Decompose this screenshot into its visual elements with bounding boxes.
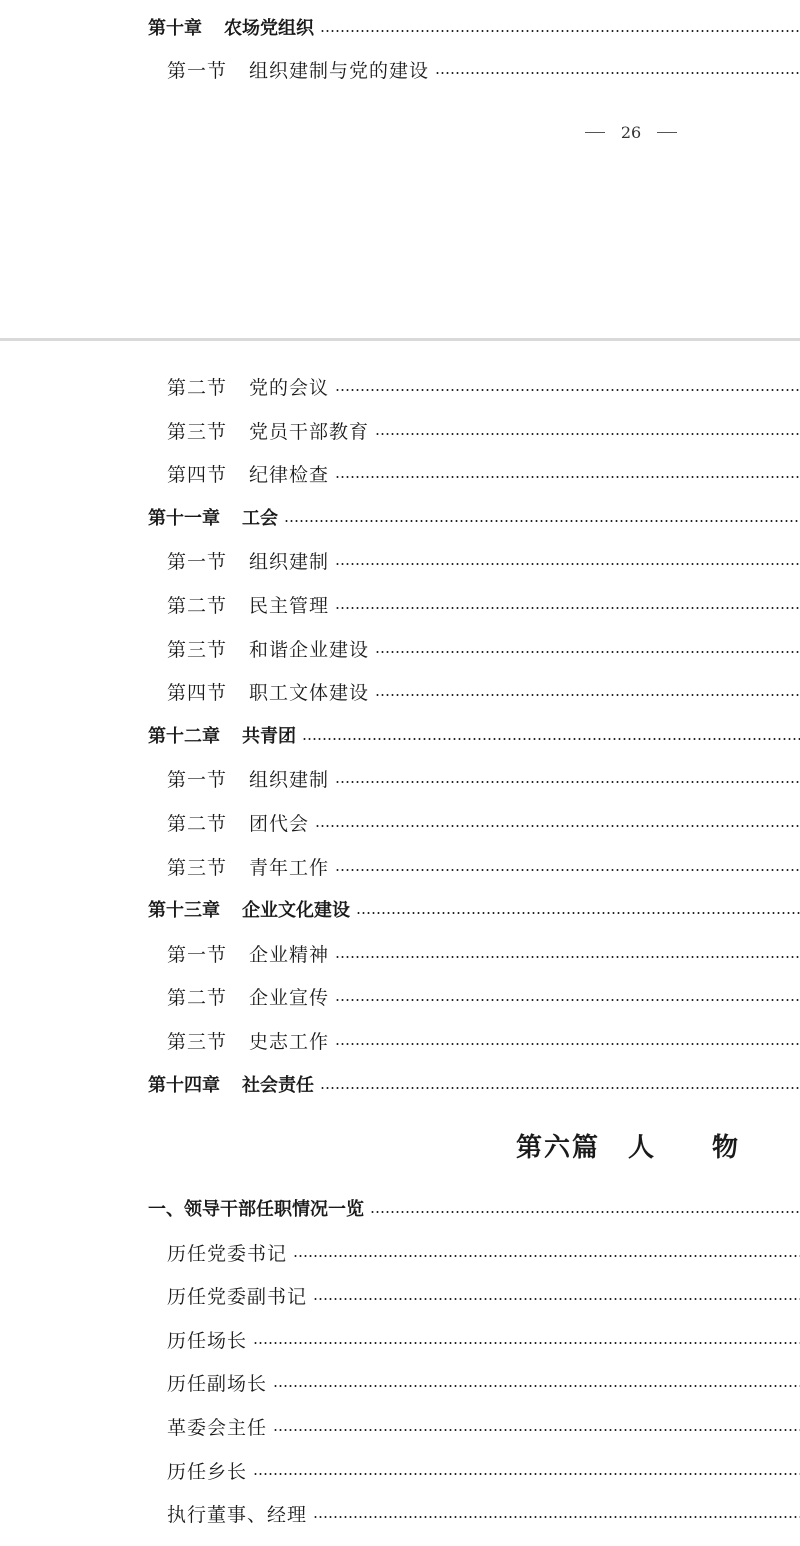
toc-page-bottom bbox=[0, 341, 800, 1546]
toc-section bbox=[167, 589, 800, 619]
dot-leader bbox=[335, 781, 800, 783]
section-title: 组织建制 bbox=[249, 768, 330, 791]
section-number: 第二节 bbox=[167, 812, 228, 835]
section-number: 第三节 bbox=[167, 1030, 228, 1053]
section-title: 组织建制 bbox=[249, 550, 330, 573]
dot-leader bbox=[253, 1473, 800, 1475]
dot-leader bbox=[356, 912, 800, 914]
toc-section bbox=[167, 938, 800, 968]
dot-leader bbox=[335, 563, 800, 565]
toc-item bbox=[148, 1193, 800, 1223]
toc-page-top bbox=[0, 0, 800, 338]
toc-chapter bbox=[148, 1069, 800, 1099]
chapter-number: 第十四章 bbox=[148, 1075, 220, 1096]
toc-item bbox=[167, 1455, 800, 1485]
section-title: 纪律检查 bbox=[249, 463, 330, 486]
page-number-dash bbox=[585, 132, 605, 133]
chapter-title: 社会责任 bbox=[242, 1075, 314, 1096]
dot-leader bbox=[375, 651, 800, 653]
dot-leader bbox=[375, 694, 800, 696]
section-title: 组织建制与党的建设 bbox=[249, 59, 430, 82]
section-title: 团代会 bbox=[249, 812, 310, 835]
item-title: 历任党委书记 bbox=[167, 1242, 288, 1265]
dot-leader bbox=[313, 1516, 800, 1518]
section-title: 史志工作 bbox=[249, 1030, 330, 1053]
dot-leader bbox=[293, 1255, 800, 1257]
section-number: 第四节 bbox=[167, 463, 228, 486]
toc-item bbox=[167, 1280, 800, 1310]
toc-section bbox=[167, 54, 800, 84]
toc-section bbox=[167, 981, 800, 1011]
toc-item bbox=[167, 1498, 800, 1528]
chapter-title: 企业文化建设 bbox=[242, 900, 350, 921]
section-title: 青年工作 bbox=[249, 856, 330, 879]
toc-item bbox=[167, 1237, 800, 1267]
item-title: 革委会主任 bbox=[167, 1416, 268, 1439]
dot-leader bbox=[320, 1087, 800, 1089]
toc-chapter bbox=[148, 720, 800, 750]
page-number-value: 26 bbox=[620, 122, 642, 142]
dot-leader bbox=[435, 72, 800, 74]
toc-section bbox=[167, 633, 800, 663]
section-title: 企业宣传 bbox=[249, 986, 330, 1009]
section-number: 第一节 bbox=[167, 768, 228, 791]
dot-leader bbox=[302, 738, 800, 740]
page-number-dash bbox=[657, 132, 677, 133]
dot-leader bbox=[320, 30, 800, 32]
toc-section bbox=[167, 676, 800, 706]
section-title: 民主管理 bbox=[249, 594, 330, 617]
chapter-number: 第十一章 bbox=[148, 508, 220, 529]
toc-section bbox=[167, 545, 800, 575]
dot-leader bbox=[313, 1298, 800, 1300]
section-number: 第三节 bbox=[167, 420, 228, 443]
section-title: 党的会议 bbox=[249, 376, 330, 399]
toc-section bbox=[167, 371, 800, 401]
section-number: 第二节 bbox=[167, 594, 228, 617]
toc-item bbox=[167, 1411, 800, 1441]
dot-leader bbox=[315, 825, 800, 827]
section-number: 第二节 bbox=[167, 986, 228, 1009]
dot-leader bbox=[335, 1043, 800, 1045]
section-number: 第一节 bbox=[167, 943, 228, 966]
toc-chapter bbox=[148, 502, 800, 532]
dot-leader bbox=[284, 520, 800, 522]
toc-chapter-10 bbox=[148, 12, 800, 42]
item-title: 一、领导干部任职情况一览 bbox=[148, 1199, 364, 1220]
section-title: 职工文体建设 bbox=[249, 681, 370, 704]
section-title: 党员干部教育 bbox=[249, 420, 370, 443]
page-number bbox=[585, 120, 677, 144]
section-title: 企业精神 bbox=[249, 943, 330, 966]
chapter-number: 第十章 bbox=[148, 18, 202, 39]
dot-leader bbox=[335, 869, 800, 871]
item-title: 执行董事、经理 bbox=[167, 1503, 308, 1526]
dot-leader bbox=[335, 607, 800, 609]
toc-section bbox=[167, 807, 800, 837]
section-number: 第二节 bbox=[167, 376, 228, 399]
dot-leader bbox=[335, 956, 800, 958]
toc-section bbox=[167, 1025, 800, 1055]
section-number: 第一节 bbox=[167, 550, 228, 573]
toc-item bbox=[167, 1367, 800, 1397]
toc-item bbox=[167, 1324, 800, 1354]
toc-section bbox=[167, 763, 800, 793]
item-title: 历任乡长 bbox=[167, 1460, 248, 1483]
dot-leader bbox=[273, 1429, 800, 1431]
chapter-title: 共青团 bbox=[242, 726, 296, 747]
chapter-number: 第十三章 bbox=[148, 900, 220, 921]
section-number: 第三节 bbox=[167, 856, 228, 879]
section-title: 和谐企业建设 bbox=[249, 638, 370, 661]
dot-leader bbox=[375, 433, 800, 435]
item-title: 历任副场长 bbox=[167, 1372, 268, 1395]
chapter-number: 第十二章 bbox=[148, 726, 220, 747]
toc-section bbox=[167, 458, 800, 488]
toc-section bbox=[167, 851, 800, 881]
dot-leader bbox=[273, 1385, 800, 1387]
section-number: 第三节 bbox=[167, 638, 228, 661]
part-title: 第六篇 人 物 bbox=[516, 1132, 741, 1163]
item-title: 历任党委副书记 bbox=[167, 1285, 308, 1308]
section-number: 第四节 bbox=[167, 681, 228, 704]
chapter-title: 农场党组织 bbox=[224, 18, 314, 39]
toc-chapter bbox=[148, 894, 800, 924]
section-number: 第一节 bbox=[167, 59, 228, 82]
dot-leader bbox=[253, 1342, 800, 1344]
chapter-title: 工会 bbox=[242, 508, 278, 529]
item-title: 历任场长 bbox=[167, 1329, 248, 1352]
dot-leader bbox=[335, 389, 800, 391]
dot-leader bbox=[335, 999, 800, 1001]
toc-section bbox=[167, 415, 800, 445]
dot-leader bbox=[370, 1211, 800, 1213]
dot-leader bbox=[335, 476, 800, 478]
